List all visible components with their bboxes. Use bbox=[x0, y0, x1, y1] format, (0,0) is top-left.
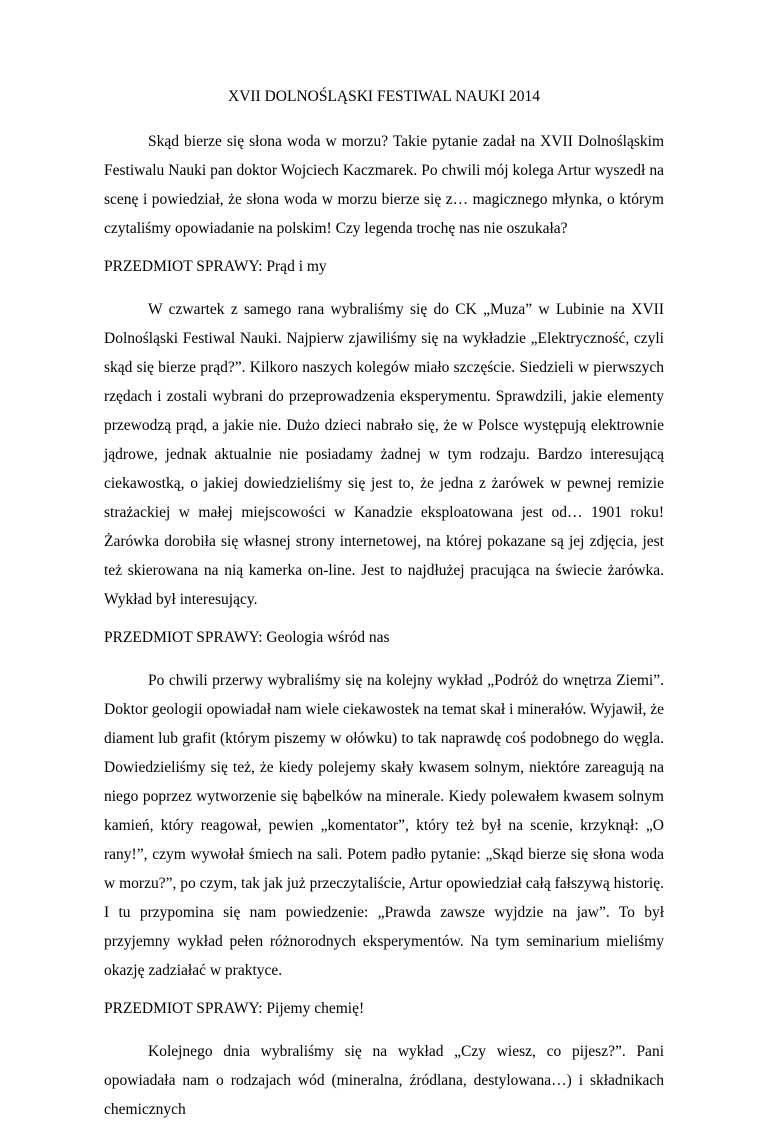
document-title: XVII DOLNOŚLĄSKI FESTIWAL NAUKI 2014 bbox=[228, 88, 540, 105]
intro-paragraph: Skąd bierze się słona woda w morzu? Takie pytanie zadał na XVII Dolnośląskim Festiwalu Nauki pan doktor Wojciech Kaczmarek. Po chwili mój kolega Artur wyszedł na scenę i powiedział, że słona woda w morzu bierze się z… magicznego młynka, o którym czytaliśmy opowiadanie na polskim! Czy legenda trochę nas nie oszukała? bbox=[104, 133, 664, 237]
section-heading-chemia: PRZEDMIOT SPRAWY: Pijemy chemię! bbox=[104, 1000, 365, 1017]
section-paragraph-chemia: Kolejnego dnia wybraliśmy się na wykład „Czy wiesz, co pijesz?”. Pani opowiadała nam o rodzajach wód (mineralna, źródlana, destylowana…) i składnikach chemicznych bbox=[104, 1043, 664, 1118]
section-paragraph-geologia: Po chwili przerwy wybraliśmy się na kolejny wykład „Podróż do wnętrza Ziemi”. Doktor geologii opowiadał nam wiele ciekawostek na temat skał i minerałów. Wyjawił, że diament lub grafit (którym piszemy w ołówku) to tak naprawdę coś podobnego do węgla. Dowiedzieliśmy się też, że kiedy polejemy skały kwasem solnym, niektóre zareagują na niego poprzez wytworzenie się bąbelków na minerale. Kiedy polewałem kwasem solnym kamień, który reagował, pewien „komentator”, który też był na scenie, krzyknął: „O rany!”, czym wywołał śmiech na sali. Potem padło pytanie: „Skąd bierze się słona woda w morzu?”, po czym, tak jak już przeczytaliście, Artur opowiedział całą fałszywą historię. I tu przypomina się nam powiedzenie: „Prawda zawsze wyjdzie na jaw”. To był przyjemny wykład pełen różnorodnych eksperymentów. Na tym seminarium mieliśmy okazję zadziałać w praktyce. bbox=[104, 672, 664, 979]
section-paragraph-prad: W czwartek z samego rana wybraliśmy się do CK „Muza” w Lubinie na XVII Dolnośląski Festiwal Nauki. Najpierw zjawiliśmy się na wykładzie „Elektryczność, czyli skąd się bierze prąd?”. Kilkoro naszych kolegów miało szczęście. Siedzieli w pierwszych rzędach i zostali wybrani do przeprowadzenia eksperymentu. Sprawdzili, jakie elementy przewodzą prąd, a jakie nie. Dużo dzieci nabrało się, że w Polsce występują elektrownie jądrowe, jednak aktualnie nie posiadamy żadnej w tym rodzaju. Bardzo interesującą ciekawostką, o jakiej dowiedzieliśmy się jest to, że jedna z żarówek w pewnej remizie strażackiej w małej miejscowości w Kanadzie eksploatowana jest od… 1901 roku! Żarówka dorobiła się własnej strony internetowej, na której pokazane są jej zdjęcia, jest też skierowana na nią kamerka on-line. Jest to najdłużej pracująca na świecie żarówka. Wykład był interesujący. bbox=[104, 301, 664, 608]
section-heading-geologia: PRZEDMIOT SPRAWY: Geologia wśród nas bbox=[104, 629, 390, 646]
section-heading-prad: PRZEDMIOT SPRAWY: Prąd i my bbox=[104, 258, 327, 275]
